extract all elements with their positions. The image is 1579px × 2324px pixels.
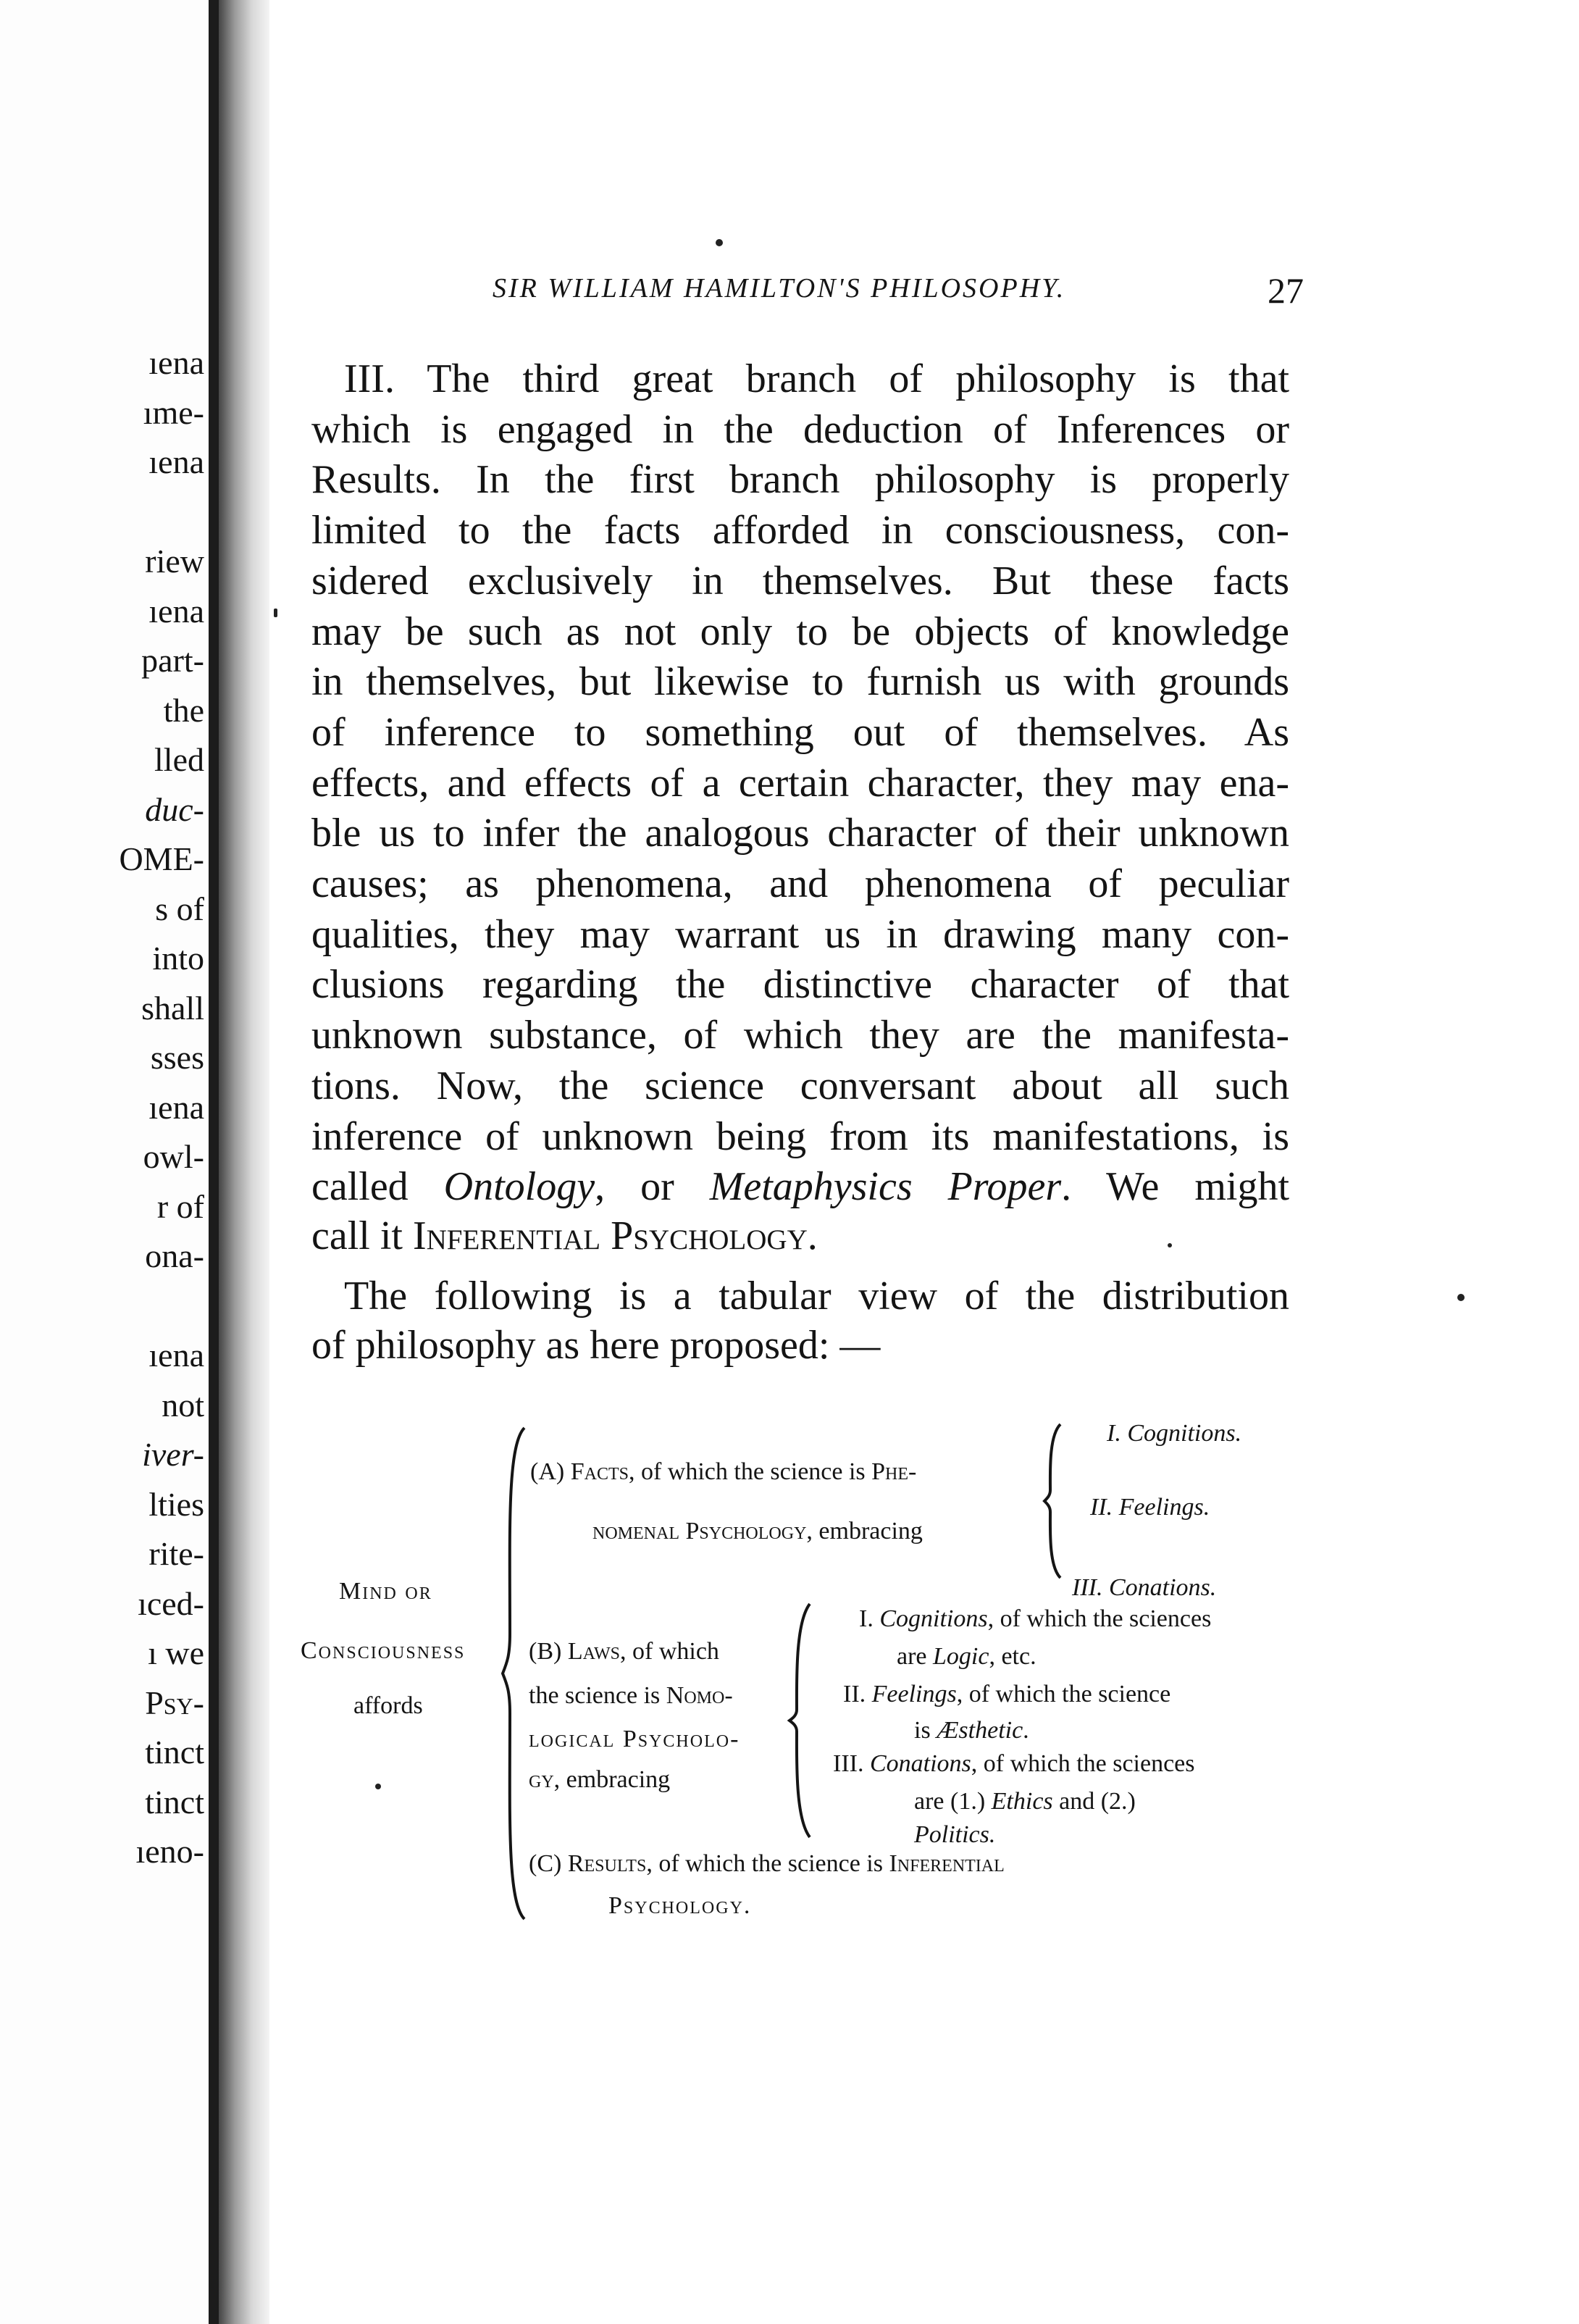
page-edge-line xyxy=(209,0,219,2324)
paragraph-line: of inference to something out of themselves. As xyxy=(311,710,1289,755)
previous-page-line: ıena xyxy=(148,593,204,630)
term-nomological: Nomo- xyxy=(666,1682,733,1709)
paragraph-line: tions. Now, the science conversant about all such xyxy=(311,1063,1289,1108)
table-row-b-4: gy, embracing xyxy=(529,1766,671,1793)
previous-page-line: ıena xyxy=(148,1089,204,1126)
paragraph-line: in themselves, but likewise to furnish us with grounds xyxy=(311,659,1289,704)
paragraph-line: clusions regarding the distinctive character of that xyxy=(311,962,1289,1007)
text-run: , or xyxy=(595,1164,710,1209)
previous-page-line: ı we xyxy=(148,1634,204,1671)
table-a-conations: III. Conations. xyxy=(1072,1574,1217,1601)
table-a-cognitions: I. Cognitions. xyxy=(1107,1420,1242,1447)
term-inferential-psychology: Inferential Psychology xyxy=(412,1213,808,1258)
previous-page-line: ona- xyxy=(145,1237,204,1274)
previous-page-line: ıced- xyxy=(138,1585,204,1622)
previous-page-line: ıena xyxy=(148,443,204,480)
previous-page-line: rite- xyxy=(148,1535,204,1572)
paragraph-line: which is engaged in the deduction of Inferences or xyxy=(311,407,1289,452)
previous-page-line: ıena xyxy=(148,344,204,381)
previous-page-edge xyxy=(0,0,217,2324)
term-results: Results xyxy=(567,1850,647,1877)
previous-page-line: tinct xyxy=(145,1784,204,1821)
paragraph-line: of philosophy as here proposed: — xyxy=(311,1323,881,1368)
previous-page-line: sses xyxy=(150,1039,204,1076)
text-run: called xyxy=(311,1164,444,1209)
table-label-affords: affords xyxy=(353,1692,423,1719)
table-row-b-3: logical Psycholo- xyxy=(529,1726,740,1752)
print-speck xyxy=(1168,1243,1172,1247)
previous-page-line: OME- xyxy=(119,840,204,877)
previous-page-line: not xyxy=(162,1387,204,1424)
term-inferential: Inferential xyxy=(889,1850,1005,1877)
table-b-conations-2: are (1.) Ethics and (2.) xyxy=(914,1788,1136,1815)
table-b-conations: III. Conations, of which the sciences xyxy=(833,1750,1195,1777)
book-gutter-shadow xyxy=(211,0,269,2324)
paragraph-line: effects, and effects of a certain character, they may ena- xyxy=(311,761,1289,806)
previous-page-line: ıeno- xyxy=(135,1833,204,1870)
term-phenomenal-psychology: nomenal Psychology xyxy=(592,1518,807,1545)
previous-page-line: tinct xyxy=(145,1734,204,1771)
text-run: . xyxy=(807,1213,818,1258)
table-b-cognitions: I. Cognitions, of which the sciences xyxy=(859,1605,1212,1632)
table-row-c: (C) Results, of which the science is Inferential xyxy=(529,1850,1005,1877)
table-b-feelings-2: is Æsthetic. xyxy=(914,1717,1029,1744)
term-aesthetic: Æsthetic xyxy=(937,1717,1023,1744)
previous-page-line: part- xyxy=(141,642,204,679)
print-speck xyxy=(716,239,723,246)
term-logic: Logic xyxy=(933,1643,989,1670)
running-head: SIR WILLIAM HAMILTON'S PHILOSOPHY. xyxy=(493,273,1066,304)
text-run: . We might xyxy=(1061,1164,1290,1209)
main-brace xyxy=(500,1424,529,1923)
page-number: 27 xyxy=(1268,270,1304,311)
table-b-cognitions-2: are Logic, etc. xyxy=(897,1643,1036,1670)
term-facts: Facts xyxy=(570,1458,629,1485)
table-b-politics: Politics. xyxy=(914,1821,996,1848)
previous-page-line: ıme- xyxy=(143,394,204,431)
paragraph-line: III. The third great branch of philosophy is that xyxy=(344,356,1289,401)
term-laws: Laws xyxy=(567,1638,621,1665)
term-phenomenal: Phe- xyxy=(871,1458,917,1485)
print-speck xyxy=(1457,1294,1465,1301)
table-row-b: (B) Laws, of which xyxy=(529,1638,719,1665)
previous-page-line: r of xyxy=(156,1188,204,1225)
paragraph-line: sidered exclusively in themselves. But these facts xyxy=(311,559,1289,603)
previous-page-line: shall xyxy=(141,990,204,1027)
paragraph-line: The following is a tabular view of the distribution xyxy=(344,1274,1289,1318)
previous-page-line: s of xyxy=(155,890,204,927)
paragraph-line: causes; as phenomena, and phenomena of peculiar xyxy=(311,861,1289,906)
table-label-consciousness: Consciousness xyxy=(301,1637,466,1664)
print-speck xyxy=(375,1784,381,1789)
paragraph-line: limited to the facts afforded in consciousness, con- xyxy=(311,508,1289,553)
previous-page-line: lties xyxy=(148,1486,204,1523)
paragraph-line xyxy=(311,1211,1289,1261)
previous-page-line: Psy- xyxy=(145,1684,204,1721)
table-a-feelings: II. Feelings. xyxy=(1090,1494,1210,1521)
table-b-feelings: II. Feelings, of which the science xyxy=(843,1681,1171,1708)
term-metaphysics-proper: Metaphysics Proper xyxy=(709,1164,1062,1209)
print-speck xyxy=(274,609,277,617)
paragraph-line: ble us to infer the analogous character of their unknown xyxy=(311,811,1289,856)
paragraph-line: inference of unknown being from its manifestations, is xyxy=(311,1114,1289,1159)
table-label-mind: Mind or xyxy=(339,1578,432,1605)
table-row-a: (A) Facts, of which the science is Phe- xyxy=(530,1458,917,1485)
previous-page-line: the xyxy=(163,692,204,729)
paragraph-line: may be such as not only to be objects of knowledge xyxy=(311,609,1289,654)
brace-a xyxy=(1043,1421,1065,1581)
table-row-a-cont: nomenal Psychology, embracing xyxy=(592,1518,923,1545)
previous-page-line: into xyxy=(152,940,204,977)
previous-page-line: lled xyxy=(154,741,204,778)
paragraph-line: qualities, they may warrant us in drawing many con- xyxy=(311,912,1289,957)
paragraph-line: Results. In the first branch philosophy is properly xyxy=(311,457,1289,502)
term-ethics: Ethics xyxy=(991,1788,1053,1815)
table-row-b-2: the science is Nomo- xyxy=(529,1682,733,1709)
text-run: call it xyxy=(311,1213,413,1258)
previous-page-line: owl- xyxy=(143,1138,204,1175)
previous-page-line: iver- xyxy=(142,1436,204,1473)
previous-page-line: duc- xyxy=(145,791,204,828)
previous-page-line: riew xyxy=(145,543,204,580)
brace-b xyxy=(788,1601,814,1840)
table-row-c-2: Psychology. xyxy=(608,1892,752,1919)
term-ontology: Ontology xyxy=(443,1164,595,1209)
paragraph-line xyxy=(311,1161,1289,1212)
paragraph-line: unknown substance, of which they are the manifesta- xyxy=(311,1013,1289,1058)
previous-page-line: ıena xyxy=(148,1337,204,1374)
